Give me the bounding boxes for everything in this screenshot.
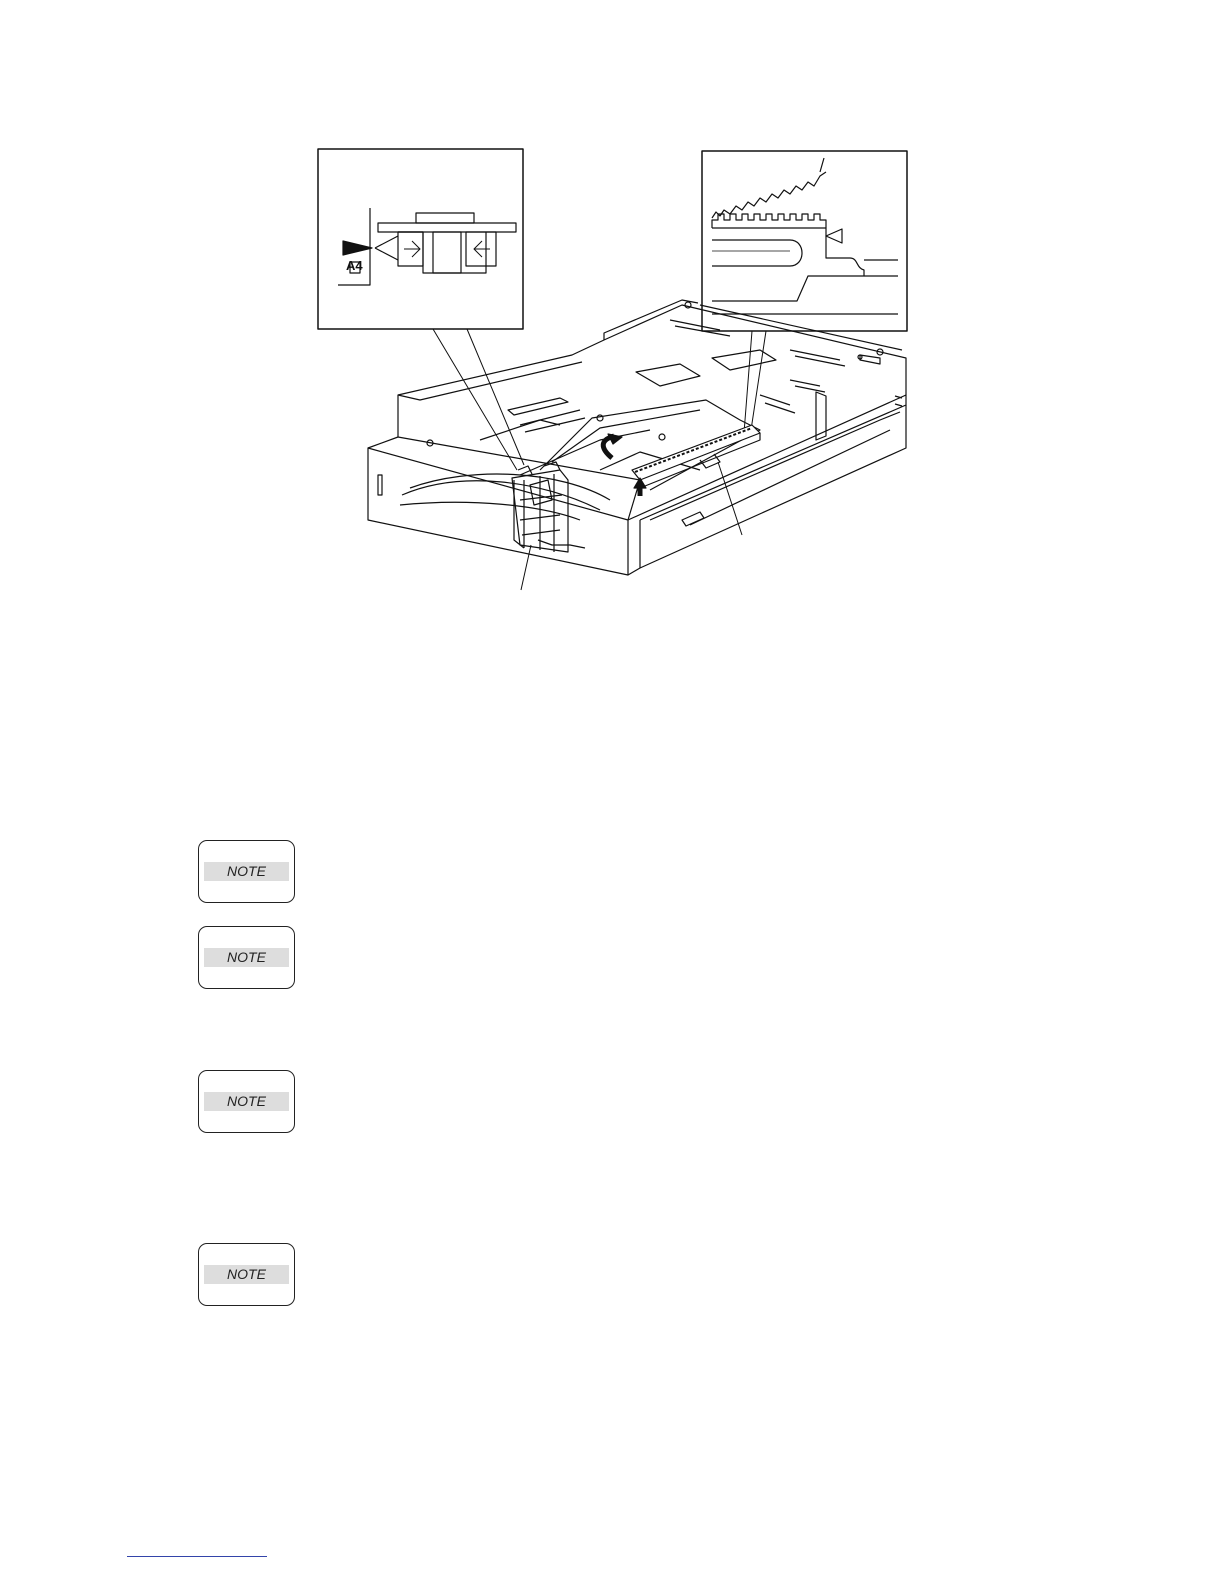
note-label: NOTE	[227, 1093, 266, 1109]
note-box-2	[198, 926, 295, 989]
note-box-3	[198, 1070, 295, 1133]
rack-gear	[632, 425, 760, 488]
rack-gear-inset	[702, 151, 907, 331]
note-label: NOTE	[227, 863, 266, 879]
paper-tray	[368, 300, 906, 575]
note-box-1	[198, 840, 295, 903]
note-band	[204, 948, 289, 967]
paper-tray-illustration	[0, 0, 1224, 640]
note-band	[204, 1265, 289, 1284]
note-label: NOTE	[227, 949, 266, 965]
leader-lines	[433, 329, 766, 590]
note-band	[204, 862, 289, 881]
note-label: NOTE	[227, 1266, 266, 1282]
size-indicator-inset	[318, 149, 523, 329]
footer-rule	[127, 1556, 267, 1557]
note-box-4	[198, 1243, 295, 1306]
note-band	[204, 1092, 289, 1111]
inset-size-label: A4	[346, 258, 363, 273]
